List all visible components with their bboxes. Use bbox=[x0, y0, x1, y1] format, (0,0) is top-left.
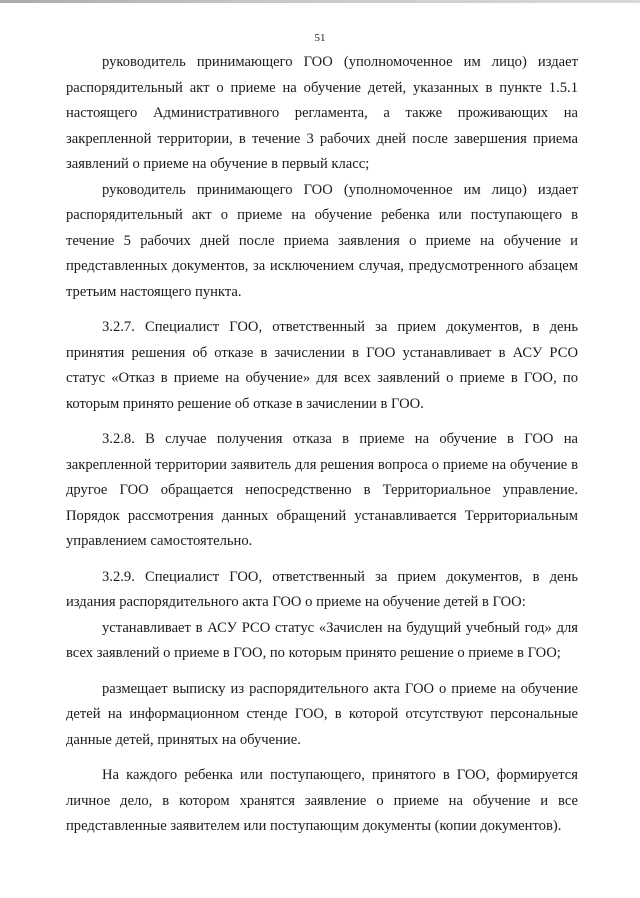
page-number: 51 bbox=[314, 32, 326, 44]
paragraph-3-2-8: 3.2.8. В случае получения отказа в приеме на обучение в ГОО на закрепленной территории заявитель для решения вопроса о приеме на обучение в другое ГОО обращается непосредственно в Территориальное управление. Порядок рассмотрения данных обращений устанавливается Территориальным управлением самостоятельно. bbox=[66, 431, 578, 549]
document-body bbox=[66, 50, 578, 840]
paragraph-extract-posting: размещает выписку из распорядительного акта ГОО о приеме на обучение детей на информационном стенде ГОО, в которой отсутствуют персональные данные детей, принятых на обучение. bbox=[66, 680, 578, 748]
paragraph-3-2-7: 3.2.7. Специалист ГОО, ответственный за прием документов, в день принятия решения об отказе в зачислении в ГОО устанавливает в АСУ РСО статус «Отказ в приеме на обучение» для всех заявлений о приеме в ГОО, по которым принято решение об отказе в зачислении в ГОО. bbox=[66, 319, 578, 412]
scan-edge bbox=[0, 0, 640, 3]
paragraph-order-child: руководитель принимающего ГОО (уполномоченное им лицо) издает распорядительный акт о приеме на обучение ребенка или поступающего в течение 5 рабочих дней после приема заявления о приеме на обучение и представленных документов, за исключением случая, предусмотренного абзацем третьим настоящего пункта. bbox=[66, 181, 578, 300]
paragraph-status-enrolled: устанавливает в АСУ РСО статус «Зачислен на будущий учебный год» для всех заявлений о приеме в ГОО, по которым принято решение о приеме в ГОО; bbox=[66, 619, 578, 661]
paragraph-personal-file: На каждого ребенка или поступающего, принятого в ГОО, формируется личное дело, в котором хранятся заявление о приеме на обучение и все представленные заявителем или поступающим документы (копии документов). bbox=[66, 767, 578, 834]
paragraph-order-first-class: руководитель принимающего ГОО (уполномоченное им лицо) издает распорядительный акт о приеме на обучение детей, указанных в пункте 1.5.1 настоящего Административного регламента, а также проживающих на закрепленной территории, в течение 3 рабочих дней после завершения приема заявлений о приеме на обучение в первый класс; bbox=[66, 54, 578, 172]
paragraph-3-2-9: 3.2.9. Специалист ГОО, ответственный за прием документов, в день издания распорядительного акта ГОО о приеме на обучение детей в ГОО: bbox=[66, 568, 578, 610]
